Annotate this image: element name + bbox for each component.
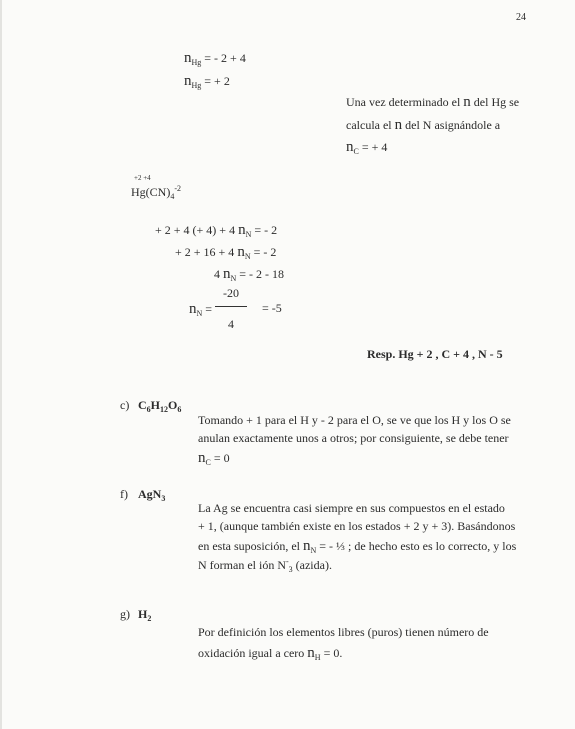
section-g-line-2: oxidación igual a cero $n_H = 0$. xyxy=(198,645,343,662)
oxidation-labels: +2 +4 xyxy=(134,174,151,182)
section-g-label: g) xyxy=(120,607,130,621)
response-line: Resp. Hg + 2 , C + 4 , N - 5 xyxy=(367,347,503,361)
note-line-2: calcula el n del N asignándole a xyxy=(346,117,501,133)
section-f-line-4: N forman el ión $N^-_3$ (azida). xyxy=(198,557,332,574)
fraction-result: = -5 xyxy=(262,301,282,315)
scan-edge xyxy=(0,0,2,729)
section-f-label: f) xyxy=(120,487,128,501)
section-c-formula: $C_6H_{12}O_6$ xyxy=(138,398,182,414)
note-line-3: $n_C$ = + 4 xyxy=(346,139,388,156)
section-c-line-1: Tomando + 1 para el H y - 2 para el O, se ve que los H y los O se xyxy=(198,413,511,427)
note-line-1: Una vez determinado el n del Hg se xyxy=(346,94,520,110)
equation-n-hg-1: $n_{Hg}$ = - 2 + 4 xyxy=(184,50,246,67)
section-g-line-1: Por definición los elementos libres (puros) tienen número de xyxy=(198,625,489,639)
section-g-formula: $H_2$ xyxy=(138,607,152,623)
page-number: 24 xyxy=(516,12,526,23)
section-f-line-2: + 1, (aunque también existe en los estados + 2 y + 3). Basándonos xyxy=(198,519,516,533)
section-f-line-3: en esta suposición, el $n_N$ = - ⅓ ; de hecho esto es lo correcto, y los xyxy=(198,538,517,555)
section-f-line-1: La Ag se encuentra casi siempre en sus compuestos en el estado xyxy=(198,501,505,515)
fraction-bar xyxy=(215,306,247,307)
fraction-denominator: 4 xyxy=(228,317,234,331)
equation-n-hg-2: $n_{Hg}$ = + 2 xyxy=(184,73,230,90)
section-c-line-3: $n_C = 0$ xyxy=(198,450,230,467)
complex-formula: $Hg(CN)_4^{-2}$ xyxy=(131,184,181,201)
section-c-line-2: anulan exactamente unos a otros; por consiguiente, se debe tener xyxy=(198,431,509,445)
section-f-formula: AgN$_3$ xyxy=(138,487,166,503)
fraction-numerator: -20 xyxy=(223,286,239,300)
section-c-label: c) xyxy=(120,398,130,412)
calc-line-3: 4 $n_N$ = - 2 - 18 xyxy=(214,266,285,283)
fraction-lhs: $n_N$ = xyxy=(189,301,213,318)
calc-line-1: + 2 + 4 (+ 4) + 4 $n_N$ = - 2 xyxy=(155,222,278,239)
calc-line-2: + 2 + 16 + 4 $n_N$ = - 2 xyxy=(175,244,277,261)
